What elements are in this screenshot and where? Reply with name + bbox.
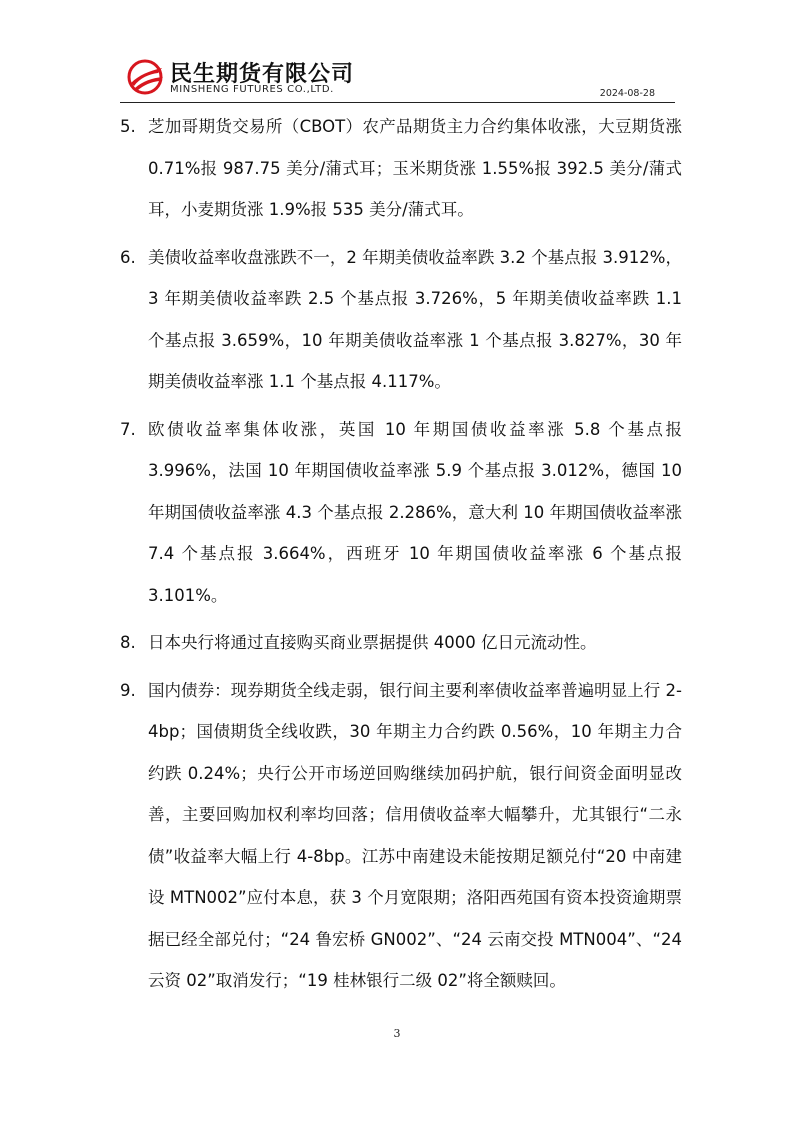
- item-number: 6.: [120, 247, 136, 267]
- page-header: [120, 50, 675, 103]
- item-number: 9.: [120, 680, 136, 700]
- item-text: 欧债收益率集体收涨，英国 10 年期国债收益率涨 5.8 个基点报 3.996%，法国 10 年期国债收益率涨 5.9 个基点报 3.012%，德国 10 年期国债收益率涨 4.3 个基点报 2.286%，意大利 10 年期国债收益率涨 7.4 个基点报 3.664%，西班牙 10 年期国债收益率涨 6 个基点报 3.101%。: [148, 419, 682, 605]
- report-date: 2024-08-28: [599, 88, 655, 99]
- item-text: 日本央行将通过直接购买商业票据提供 4000 亿日元流动性。: [148, 633, 597, 652]
- news-item: [120, 670, 682, 1002]
- company-name-cn: 民生期货有限公司: [170, 62, 355, 87]
- news-item: [120, 237, 682, 403]
- news-item: [120, 106, 682, 231]
- company-logo-icon: [125, 56, 165, 96]
- item-text: 国内债券：现券期货全线走弱，银行间主要利率债收益率普遍明显上行 2-4bp；国债期货全线收跌，30 年期主力合约跌 0.56%，10 年期主力合约跌 0.24%；央行公开市场逆回购继续加码护航，银行间资金面明显改善，主要回购加权利率均回落；信用债收益率大幅攀升，尤其银行“二永债”收益率大幅上行 4-8bp。江苏中南建设未能按期足额兑付“20 中南建设 MTN002”应付本息，获 3 个月宽限期；洛阳西苑国有资本投资逾期票据已经全部兑付；“24 鲁宏桥 GN002”、“24 云南交投 MTN004”、“24 云资 02”取消发行；“19 桂林银行二级 02”将全额赎回。: [148, 680, 682, 990]
- item-number: 5.: [120, 117, 136, 136]
- news-item: [120, 622, 682, 664]
- company-name-en: MINSHENG FUTURES CO.,LTD.: [170, 84, 334, 95]
- page-number: 3: [393, 1027, 401, 1040]
- item-text: 芝加哥期货交易所（CBOT）农产品期货主力合约集体收涨，大豆期货涨 0.71%报 987.75 美分/蒲式耳；玉米期货涨 1.55%报 392.5 美分/蒲式耳，小麦期货涨 1.9%报 535 美分/蒲式耳。: [148, 117, 682, 219]
- news-list: [120, 106, 682, 1008]
- news-item: [120, 409, 682, 617]
- item-number: 8.: [120, 633, 136, 652]
- item-text: 美债收益率收盘涨跌不一，2 年期美债收益率跌 3.2 个基点报 3.912%，3 年期美债收益率跌 2.5 个基点报 3.726%，5 年期美债收益率跌 1.1 个基点报 3.659%，10 年期美债收益率涨 1 个基点报 3.827%，30 年期美债收益率涨 1.1 个基点报 4.117%。: [148, 247, 682, 391]
- item-number: 7.: [120, 419, 136, 439]
